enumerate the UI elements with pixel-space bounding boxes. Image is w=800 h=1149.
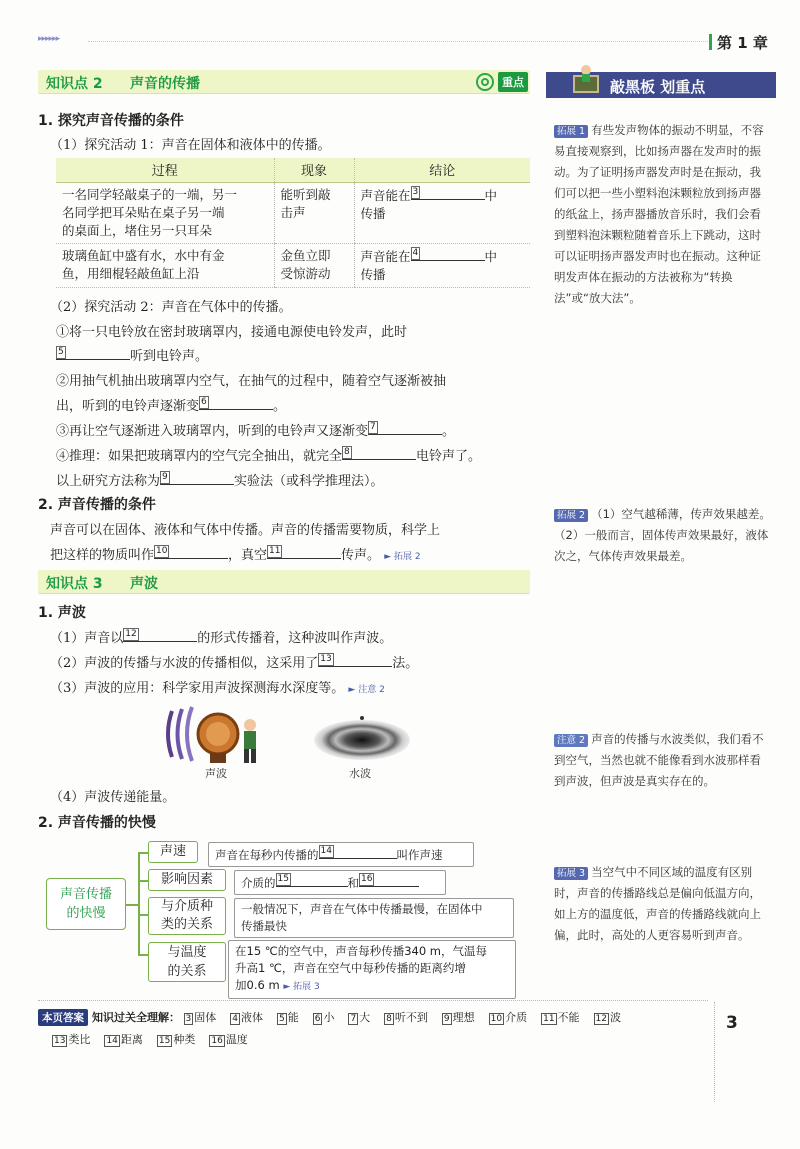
extension-3-ref[interactable]: ► 拓展 3	[283, 982, 320, 992]
mindmap-root	[46, 878, 126, 930]
answer-item	[277, 1011, 299, 1024]
wave-text: （1）声音以	[50, 631, 124, 646]
sidebar-title: 敲黑板 划重点	[610, 78, 706, 96]
heading-propagation-conditions: 2. 声音传播的条件	[38, 497, 156, 513]
answer-text: 种类	[173, 1033, 196, 1046]
blank-number: 10	[156, 546, 168, 556]
cell-phenomenon	[274, 182, 354, 243]
condition-line-2	[50, 544, 421, 563]
note-text: 有些发声物体的振动不明显，不容易直接观察到，比如扬声器在发声时的振动。为了证明扬声器发声时是在振动，我们可以把一些小塑料泡沫颗粒放到扬声器的纸盆上，扬声器播放音乐时，我们会看到塑料泡沫颗粒随着音乐上下跳动，这时可以证明扬声器发声时也在振动。这种证明发声体在振动的方法被称为“转换法”或“放大法”。	[554, 123, 764, 305]
step-text: 实验法（或科学推理法）。	[234, 474, 384, 489]
sound-wave-figure	[160, 703, 270, 765]
answer-item	[541, 1011, 579, 1024]
answers-row-2	[52, 1031, 262, 1047]
method-line	[56, 470, 384, 489]
answer-text: 介质	[505, 1011, 528, 1024]
fill-blank[interactable]	[359, 873, 419, 887]
fill-blank[interactable]	[276, 873, 348, 887]
desc-text: 声音在每秒内传播的	[215, 848, 319, 862]
page-number: 3	[726, 1013, 738, 1033]
wave-text: （2）声波的传播与水波的传播相似，这采用了	[50, 656, 319, 671]
cell-text: 中	[484, 248, 498, 264]
mindmap-connector	[138, 852, 148, 854]
note-tag: 拓展 3	[554, 867, 588, 880]
answer-text: 液体	[240, 1011, 263, 1024]
wave-line-3	[50, 677, 385, 696]
desc-line: 传播最快	[241, 919, 287, 933]
target-icon	[476, 73, 494, 91]
blank-number: 6	[201, 397, 207, 407]
extension-2-ref[interactable]: ► 拓展 2	[384, 552, 421, 562]
step-1-line-1: ①将一只电铃放在密封玻璃罩内，接通电源使电铃发声，此时	[56, 325, 408, 340]
answer-number: 12	[595, 1014, 607, 1024]
answer-item	[157, 1033, 195, 1046]
answer-number: 8	[386, 1014, 392, 1024]
note-tag: 拓展 1	[554, 125, 588, 138]
footer-divider	[714, 1002, 715, 1102]
col-header-conclusion: 结论	[354, 158, 530, 182]
step-text: 出，听到的电铃声逐渐变	[56, 399, 200, 414]
fill-blank[interactable]	[123, 628, 197, 642]
desc-line: 在15 ℃的空气中，声音每秒传播340 m，气温每	[235, 944, 488, 958]
mindmap-node-medium	[148, 897, 226, 935]
step-text: 电铃声了。	[416, 449, 482, 464]
mindmap-connector	[138, 914, 148, 916]
step-text: 。	[273, 399, 287, 414]
figure-label-water-wave: 水波	[349, 767, 371, 780]
answer-text: 温度	[225, 1033, 248, 1046]
fill-blank[interactable]	[319, 845, 397, 859]
answers-row-1	[38, 1009, 635, 1026]
condition-text: 传声。	[341, 548, 381, 563]
sidebar-header	[546, 72, 776, 98]
mindmap-root-line: 的快慢	[66, 906, 106, 921]
table-row	[56, 243, 530, 287]
note-tag: 注意 2	[554, 734, 588, 747]
side-note-extension-3	[554, 862, 772, 946]
answer-number: 15	[158, 1036, 171, 1046]
answer-item	[442, 1011, 475, 1024]
activity-2-text: （2）探究活动 2：声音在气体中的传播。	[50, 300, 292, 315]
wave-line-4: （4）声波传递能量。	[50, 790, 176, 805]
answer-item	[184, 1011, 217, 1024]
mindmap-connector	[126, 904, 138, 906]
answers-list-2	[52, 1033, 262, 1046]
section-title: 声波	[130, 576, 158, 592]
answer-number: 9	[443, 1014, 450, 1024]
note-tag: 拓展 2	[554, 509, 588, 522]
cell-line: 传播	[360, 205, 386, 221]
fill-blank[interactable]	[368, 421, 442, 435]
mindmap-desc-medium	[234, 898, 514, 938]
mindmap-node-factors: 影响因素	[148, 869, 226, 891]
cell-line: 鱼，用细棍轻敲鱼缸上沿	[62, 265, 200, 281]
answer-text: 听不到	[394, 1011, 428, 1024]
water-wave-figure	[312, 710, 412, 762]
figure-label-sound-wave: 声波	[205, 767, 227, 780]
section-number: 知识点 2	[46, 76, 103, 92]
blank-number: 7	[370, 422, 376, 432]
note-text: （2）一般而言，固体传声效果最好，液体次之，气体传声效果最差。	[554, 528, 769, 563]
answer-number: 6	[314, 1014, 321, 1024]
answer-text: 类比	[68, 1033, 91, 1046]
fill-blank[interactable]	[318, 653, 392, 667]
blank-number: 9	[162, 472, 168, 482]
answer-text: 距离	[120, 1033, 143, 1046]
fill-blank[interactable]	[199, 396, 273, 410]
cell-conclusion	[354, 182, 530, 243]
answer-item	[489, 1011, 527, 1024]
mindmap-node-temperature	[148, 942, 226, 982]
blank-number: 12	[125, 629, 137, 639]
answer-number: 13	[54, 1036, 66, 1046]
step-text: ③再让空气逐渐进入玻璃罩内，听到的电铃声又逐渐变	[56, 424, 369, 439]
fill-blank[interactable]	[56, 346, 130, 360]
note-text: 声音的传播与水波类似，我们看不到空气，当然也就不能像看到水波那样看到声波，但声波是真实存在的。	[554, 732, 764, 788]
blank-number: 8	[344, 447, 350, 457]
chapter-label: 第 1 章	[717, 34, 768, 52]
answer-text: 波	[610, 1011, 621, 1024]
step-text: 以上研究方法称为	[56, 474, 161, 489]
header-divider	[88, 41, 708, 42]
answer-item	[594, 1011, 621, 1024]
node-line: 的关系	[167, 964, 207, 979]
step-3-line	[56, 420, 455, 439]
answer-item	[209, 1033, 247, 1046]
step-1-line-2	[56, 345, 208, 364]
experiment-table	[56, 158, 530, 288]
wave-line-1	[50, 627, 392, 646]
answer-number: 16	[211, 1036, 223, 1046]
answer-item	[52, 1033, 90, 1046]
cell-process	[56, 182, 274, 243]
fill-blank[interactable]	[160, 471, 234, 485]
answer-number: 10	[490, 1014, 503, 1024]
cell-text: 中	[484, 187, 498, 203]
cell-line: 击声	[280, 204, 306, 220]
cell-line: 能听到敲	[280, 186, 331, 202]
blank-number: 3	[412, 186, 419, 197]
cell-line: 的桌面上，堵住另一只耳朵	[62, 222, 213, 238]
desc-text: 叫作声速	[396, 848, 443, 862]
cell-text: 声音能在	[360, 187, 411, 203]
answers-divider	[38, 1000, 708, 1001]
note-text: 当空气中不同区域的温度有区别时，声音的传播路线总是偏向低温方向，如上方的温度低，声音的传播路线就向上偏，此时，高处的人更容易听到声音。	[554, 865, 761, 942]
table-row	[56, 182, 530, 243]
header-arrows-icon: ▸▸▸▸▸▸	[38, 34, 60, 44]
answer-text: 固体	[194, 1011, 217, 1024]
answer-text: 理想	[452, 1011, 475, 1024]
fill-blank[interactable]	[411, 186, 485, 200]
cell-process	[56, 243, 274, 287]
answer-number: 3	[185, 1014, 192, 1024]
fill-blank[interactable]	[267, 545, 341, 559]
wave-text: 的形式传播着，这种波叫作声波。	[197, 631, 393, 646]
desc-line: 一般情况下，声音在气体中传播最慢，在固体中	[241, 902, 483, 916]
col-header-phenomenon: 现象	[274, 158, 354, 182]
cell-line: 一名同学轻敲桌子的一端，另一	[62, 186, 238, 202]
node-line: 与介质种	[160, 899, 213, 914]
desc-text: 和	[347, 876, 359, 890]
teacher-blackboard-icon	[572, 64, 600, 96]
cell-line: 受惊游动	[280, 265, 331, 281]
side-note-extension-1	[554, 120, 772, 309]
blank-number: 14	[320, 846, 332, 856]
answer-number: 14	[106, 1036, 118, 1046]
cell-phenomenon	[274, 243, 354, 287]
wave-text: （3）声波的应用：科学家用声波探测海水深度等。	[50, 681, 345, 696]
cell-line: 金鱼立即	[280, 247, 331, 263]
answer-number: 4	[232, 1014, 238, 1024]
cell-line: 传播	[360, 266, 386, 282]
heading-explore-conditions: 1. 探究声音传播的条件	[38, 113, 184, 129]
answer-item	[104, 1033, 142, 1046]
section-number: 知识点 3	[46, 576, 103, 592]
step-2-line-1: ②用抽气机抽出玻璃罩内空气，在抽气的过程中，随着空气逐渐被抽	[56, 374, 447, 389]
section-title: 声音的传播	[130, 76, 200, 92]
section-3-header	[38, 570, 530, 594]
side-note-caution-2	[554, 729, 772, 792]
condition-line-1: 声音可以在固体、液体和气体中传播。声音的传播需要物质，科学上	[50, 523, 441, 538]
node-line: 类的关系	[160, 917, 213, 932]
answer-number: 5	[278, 1014, 285, 1024]
fill-blank[interactable]	[411, 247, 485, 261]
cell-line: 名同学把耳朵贴在桌子另一端	[62, 204, 225, 220]
answer-item	[348, 1011, 370, 1024]
mindmap-desc-temperature	[228, 940, 516, 999]
node-line: 与温度	[167, 945, 207, 960]
blank-number: 15	[277, 874, 289, 884]
desc-line: 升高1 ℃，声音在空气中每秒传播的距离约增	[235, 961, 466, 975]
desc-text: 介质的	[241, 876, 276, 890]
mindmap-node-speed: 声速	[148, 841, 198, 863]
blank-number: 13	[320, 654, 332, 664]
answer-text: 不能	[557, 1011, 580, 1024]
answer-text: 小	[323, 1011, 335, 1024]
mindmap-connector	[138, 954, 148, 956]
blank-number: 5	[58, 347, 64, 357]
activity-1-text: （1）探究活动 1：声音在固体和液体中的传播。	[50, 138, 331, 153]
answers-badge: 本页答案	[38, 1009, 88, 1026]
blank-number: 11	[269, 546, 281, 556]
answers-list-1	[184, 1011, 636, 1024]
key-point-badge: 重点	[498, 72, 528, 92]
answer-number: 11	[543, 1014, 555, 1024]
note-2-ref[interactable]: ► 注意 2	[348, 685, 385, 695]
condition-text: 把这样的物质叫作	[50, 548, 155, 563]
answer-text: 大	[359, 1011, 371, 1024]
step-text: ④推理：如果把玻璃罩内的空气完全抽出，就完全	[56, 449, 343, 464]
mindmap-connector	[138, 880, 148, 882]
answers-label: 知识过关全理解：	[92, 1011, 180, 1024]
cell-line: 玻璃鱼缸中盛有水，水中有金	[62, 247, 225, 263]
blank-number: 16	[361, 874, 373, 884]
note-text: （1）空气越稀薄，传声效果越差。	[591, 507, 771, 521]
step-text: 。	[442, 424, 456, 439]
desc-text: 加0.6 m	[235, 978, 280, 992]
step-2-line-2	[56, 395, 286, 414]
answer-number: 7	[350, 1014, 357, 1024]
col-header-process: 过程	[56, 158, 274, 182]
step-text: 听到电铃声。	[130, 349, 209, 364]
answer-item	[384, 1011, 428, 1024]
mindmap-root-line: 声音传播	[59, 887, 112, 902]
cell-text: 声音能在	[360, 248, 411, 264]
mindmap-connector	[138, 852, 140, 954]
mindmap-desc-factors	[234, 870, 446, 895]
cell-conclusion	[354, 243, 530, 287]
answer-text: 能	[287, 1011, 299, 1024]
heading-sound-wave: 1. 声波	[38, 605, 86, 621]
step-4-line	[56, 445, 481, 464]
fill-blank[interactable]	[154, 545, 228, 559]
condition-text: ，真空	[228, 548, 268, 563]
mindmap-desc-speed	[208, 842, 474, 867]
fill-blank[interactable]	[342, 446, 416, 460]
wave-line-2	[50, 652, 418, 671]
wave-text: 法。	[392, 656, 419, 671]
heading-propagation-speed: 2. 声音传播的快慢	[38, 815, 156, 831]
blank-number: 4	[412, 247, 419, 258]
section-2-header	[38, 70, 530, 94]
answer-item	[230, 1011, 263, 1024]
answer-item	[313, 1011, 335, 1024]
side-note-extension-2	[554, 504, 772, 567]
